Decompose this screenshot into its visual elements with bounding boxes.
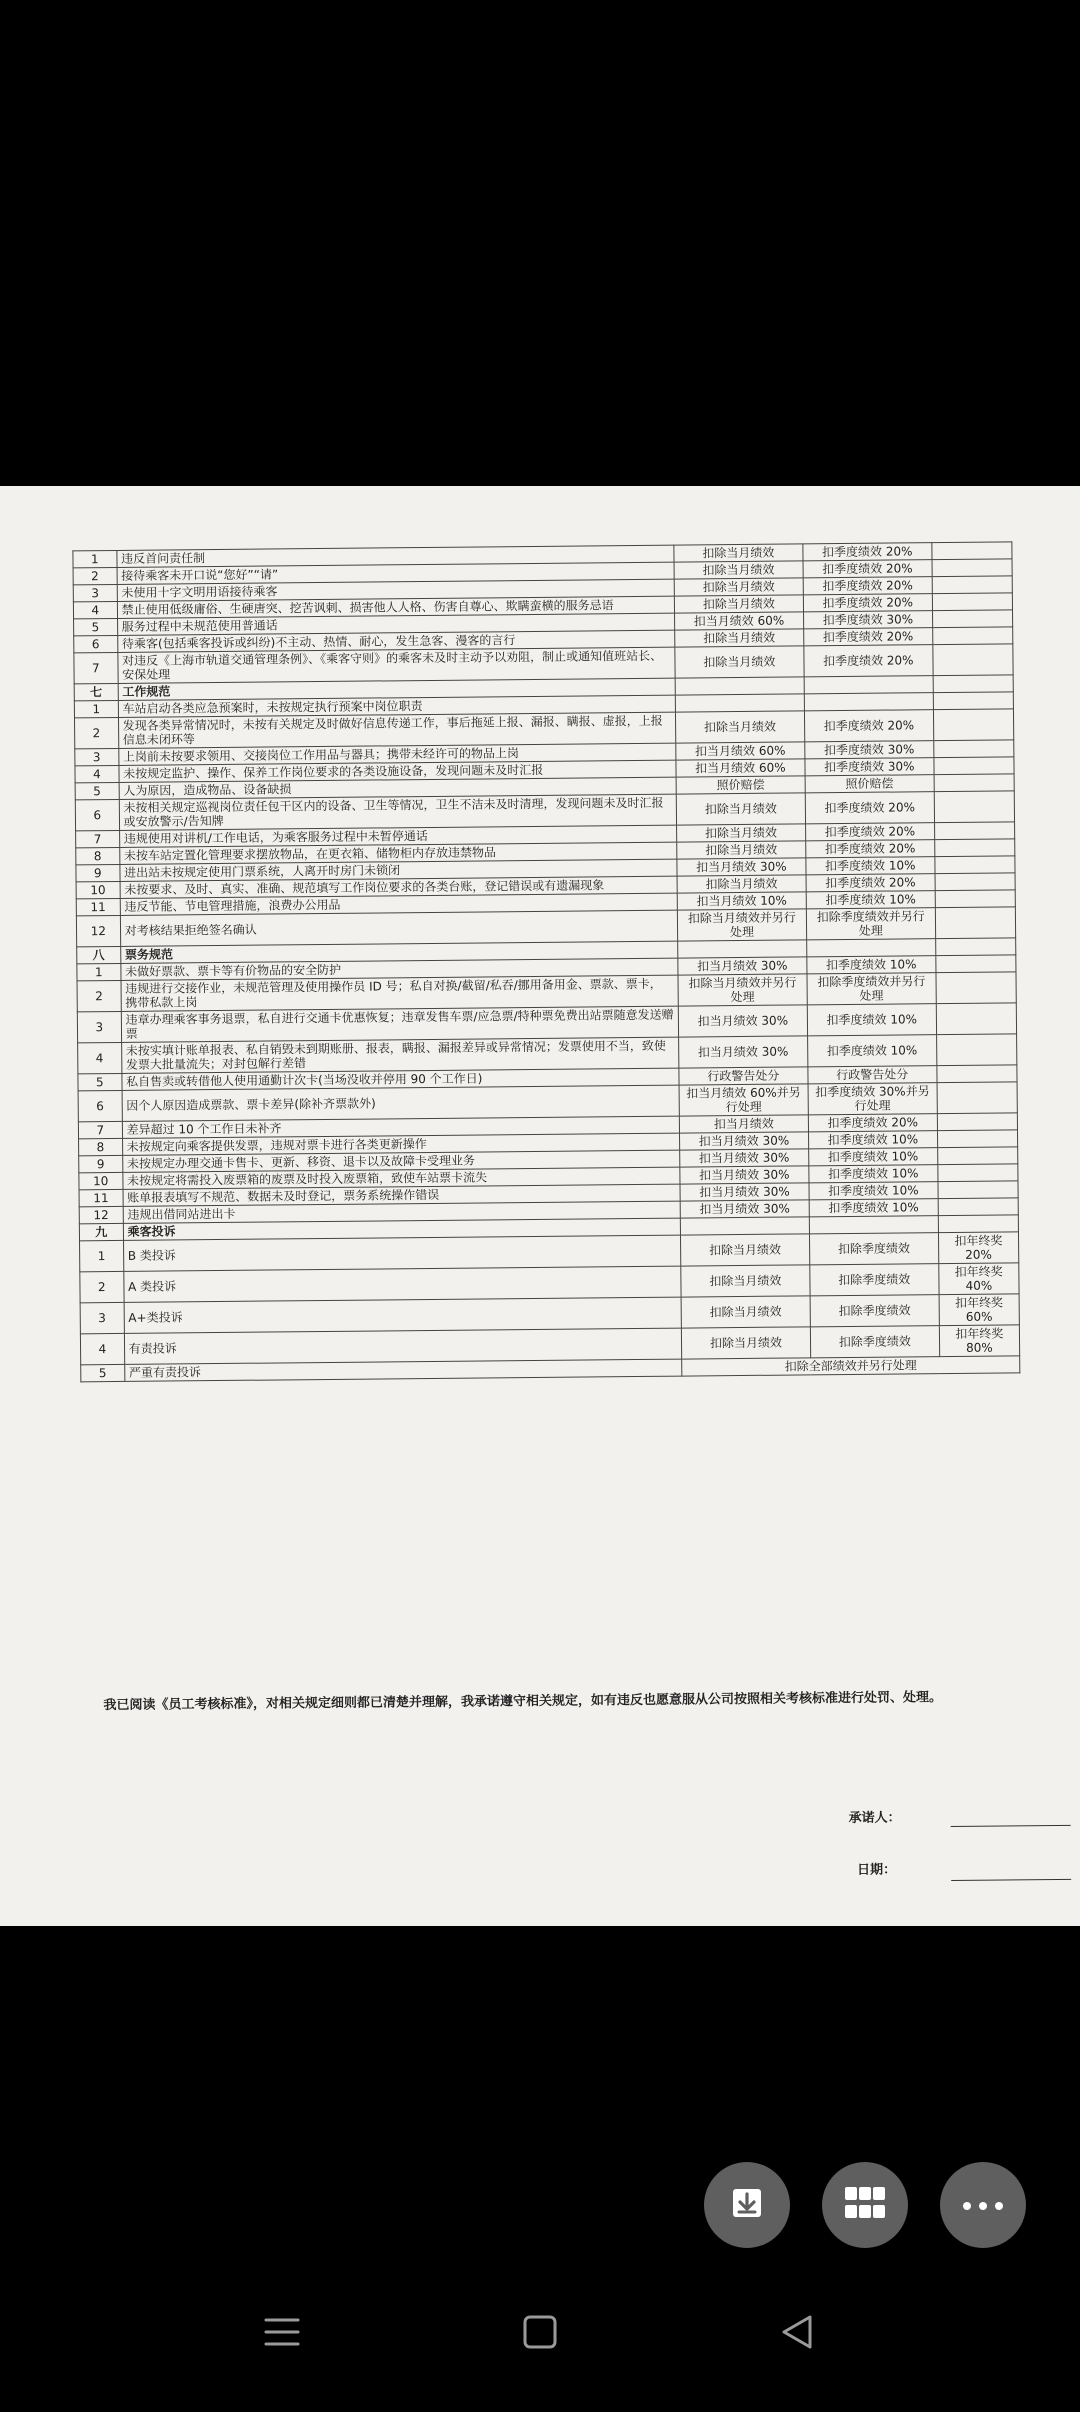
row-penalty-month: 扣当月绩效 10% bbox=[677, 892, 806, 910]
row-penalty-annual bbox=[937, 1065, 1017, 1083]
row-penalty-month: 扣除当月绩效 bbox=[676, 824, 805, 842]
row-description: 待乘客(包括乘客投诉或纠纷)不主动、热情、耐心，发生急客、漫客的言行 bbox=[117, 630, 674, 652]
row-description: 乘客投诉 bbox=[123, 1218, 680, 1240]
row-penalty-month: 扣当月绩效 30% bbox=[678, 1005, 807, 1037]
row-penalty-quarter: 扣季度绩效 20% bbox=[805, 792, 934, 824]
row-penalty-annual: 扣年终奖 60% bbox=[939, 1294, 1020, 1326]
download-button[interactable] bbox=[704, 2162, 790, 2248]
row-penalty-annual bbox=[932, 593, 1012, 611]
row-description: 未按相关规定巡视岗位责任包干区内的设备、卫生等情况，卫生不洁未及时清理，发现问题未及时汇报或安放警示/告知牌 bbox=[119, 794, 677, 830]
row-description: 有责投诉 bbox=[124, 1328, 682, 1364]
row-penalty-quarter: 扣季度绩效 10% bbox=[806, 857, 935, 875]
row-penalty-annual bbox=[932, 542, 1012, 560]
row-description: 因个人原因造成票款、票卡差异(除补齐票款外) bbox=[122, 1085, 680, 1121]
row-penalty-month bbox=[678, 940, 807, 958]
row-number: 12 bbox=[76, 915, 120, 946]
row-penalty-annual bbox=[938, 1181, 1018, 1199]
row-number: 5 bbox=[78, 1073, 122, 1090]
row-penalty-annual bbox=[936, 972, 1017, 1004]
more-button[interactable] bbox=[940, 2162, 1026, 2248]
row-penalty-quarter bbox=[809, 1216, 938, 1234]
row-penalty-annual bbox=[936, 955, 1016, 973]
row-description: 违章办理乘客事务退票，私自进行交通卡优惠恢复；违章发售车票/应急票/特种票免费出站票随意发送赠票 bbox=[121, 1006, 679, 1042]
row-penalty-quarter: 扣季度绩效 20% bbox=[803, 577, 932, 595]
row-description: 违规进行交接作业，未规范管理及使用操作员 ID 号；私自对换/截留/私吞/挪用备用金、票款、票卡，携带私款上岗 bbox=[121, 975, 679, 1011]
row-penalty-quarter: 扣季度绩效 30% bbox=[803, 611, 932, 629]
row-penalty-month: 扣当月绩效 bbox=[679, 1115, 808, 1133]
row-number: 七 bbox=[74, 683, 118, 700]
row-penalty-annual bbox=[933, 675, 1013, 693]
row-penalty-quarter: 扣季度绩效 10% bbox=[809, 1182, 938, 1200]
row-number: 6 bbox=[75, 799, 119, 830]
row-penalty-quarter: 扣季度绩效 30%并另行处理 bbox=[808, 1083, 937, 1115]
row-penalty-month: 扣当月绩效 30% bbox=[680, 1200, 809, 1218]
row-penalty-quarter: 扣季度绩效 10% bbox=[809, 1148, 938, 1166]
row-number: 7 bbox=[74, 652, 118, 683]
row-number: 4 bbox=[75, 765, 119, 782]
row-number: 8 bbox=[79, 1138, 123, 1155]
row-description: 未按实填计账单报表、私自销毁未到期账册、报表，瞒报、漏报差异或异常情况；发票使用不当，致使发票大批量流失；对封包解行差错 bbox=[121, 1037, 679, 1073]
row-penalty-quarter: 扣季度绩效 20% bbox=[803, 594, 932, 612]
row-penalty-quarter: 扣季度绩效 10% bbox=[807, 1004, 936, 1036]
row-description: 违反节能、节电管理措施，浪费办公用品 bbox=[120, 893, 677, 915]
row-penalty-month: 扣当月绩效 30% bbox=[680, 1183, 809, 1201]
row-penalty-quarter: 扣除季度绩效 bbox=[810, 1264, 939, 1296]
row-penalty-quarter: 扣季度绩效 10% bbox=[809, 1199, 938, 1217]
row-penalty-month bbox=[675, 694, 804, 712]
row-number: 八 bbox=[77, 946, 121, 963]
row-number: 10 bbox=[79, 1172, 123, 1189]
row-number: 6 bbox=[78, 1090, 122, 1121]
row-penalty-annual bbox=[938, 1164, 1018, 1182]
row-penalty-quarter: 扣季度绩效 20% bbox=[803, 543, 932, 561]
row-penalty-quarter: 扣除季度绩效并另行处理 bbox=[806, 908, 935, 940]
row-description: A 类投诉 bbox=[123, 1266, 681, 1302]
row-number: 5 bbox=[81, 1364, 125, 1381]
row-penalty-quarter: 扣季度绩效 20% bbox=[806, 874, 935, 892]
row-description: 人为原因，造成物品、设备缺损 bbox=[119, 777, 676, 799]
row-penalty-quarter: 扣除季度绩效 bbox=[810, 1295, 939, 1327]
row-description: B 类投诉 bbox=[123, 1235, 681, 1271]
row-number: 11 bbox=[76, 898, 120, 915]
row-description: 上岗前未按要求领用、交接岗位工作用品与器具；携带未经许可的物品上岗 bbox=[118, 743, 675, 765]
row-penalty-merged: 扣除全部绩效并另行处理 bbox=[682, 1356, 1020, 1376]
row-description: 车站启动各类应急预案时，未按规定执行预案中岗位职责 bbox=[118, 695, 675, 717]
row-description: 违规出借同站进出卡 bbox=[123, 1201, 680, 1223]
row-penalty-month: 扣除当月绩效并另行处理 bbox=[678, 974, 807, 1006]
row-penalty-quarter: 扣季度绩效 20% bbox=[804, 645, 933, 677]
row-penalty-annual bbox=[934, 740, 1014, 758]
row-penalty-quarter: 行政警告处分 bbox=[808, 1066, 937, 1084]
row-penalty-annual bbox=[934, 822, 1014, 840]
row-number: 1 bbox=[77, 963, 121, 980]
row-penalty-month: 扣当月绩效 30% bbox=[678, 957, 807, 975]
row-penalty-quarter bbox=[804, 693, 933, 711]
row-penalty-annual: 扣年终奖 40% bbox=[939, 1263, 1020, 1295]
row-penalty-quarter: 扣季度绩效 20% bbox=[806, 840, 935, 858]
download-icon bbox=[727, 2183, 767, 2227]
row-penalty-annual bbox=[934, 791, 1015, 823]
row-penalty-annual bbox=[937, 1147, 1017, 1165]
row-penalty-month: 扣除当月绩效 bbox=[675, 646, 804, 678]
row-description: 禁止使用低级庸俗、生硬唐突、挖苦讽刺、损害他人人格、伤害自尊心、欺瞒蛮横的服务忌语 bbox=[117, 596, 674, 618]
row-number: 5 bbox=[75, 782, 119, 799]
row-description: 未按规定办理交通卡售卡、更新、移资、退卡以及故障卡受理业务 bbox=[122, 1150, 679, 1172]
assessment-table bbox=[72, 541, 1020, 1382]
promiser-label: 承诺人： bbox=[848, 1810, 901, 1827]
date-label: 日期： bbox=[857, 1862, 897, 1878]
row-penalty-quarter: 扣季度绩效 20% bbox=[808, 1114, 937, 1132]
row-number: 7 bbox=[78, 1121, 122, 1138]
row-penalty-annual bbox=[936, 1034, 1017, 1066]
document-page bbox=[18, 503, 1055, 1917]
row-penalty-month: 扣除当月绩效 bbox=[681, 1296, 810, 1328]
row-number: 4 bbox=[73, 601, 117, 618]
row-description: 接待乘客未开口说“您好”“请” bbox=[117, 562, 674, 584]
row-penalty-annual bbox=[938, 1215, 1018, 1233]
row-penalty-month: 扣除当月绩效 bbox=[674, 561, 803, 579]
row-penalty-annual bbox=[932, 610, 1012, 628]
row-penalty-annual bbox=[935, 907, 1016, 939]
row-description: 未按要求、及时、真实、准确、规范填写工作岗位要求的各类台账，登记错误或有遗漏现象 bbox=[120, 876, 677, 898]
row-number: 10 bbox=[76, 881, 120, 898]
row-penalty-month: 扣除当月绩效 bbox=[674, 595, 803, 613]
row-penalty-month: 扣当月绩效 60% bbox=[674, 612, 803, 630]
row-penalty-month: 照价赔偿 bbox=[676, 776, 805, 794]
row-penalty-quarter: 扣季度绩效 30% bbox=[805, 741, 934, 759]
row-description: A+类投诉 bbox=[124, 1297, 682, 1333]
row-description: 对考核结果拒绝签名确认 bbox=[120, 910, 678, 946]
date-signature-line bbox=[951, 1879, 1071, 1881]
row-number: 5 bbox=[74, 618, 118, 635]
row-penalty-month: 行政警告处分 bbox=[679, 1067, 808, 1085]
row-penalty-annual bbox=[937, 1082, 1018, 1114]
row-description: 私自售卖或转借他人使用通勤计次卡(当场没收并停用 90 个工作日) bbox=[122, 1068, 679, 1090]
row-number: 3 bbox=[77, 1011, 121, 1042]
row-penalty-month: 扣当月绩效 30% bbox=[677, 858, 806, 876]
row-penalty-month: 扣除当月绩效 bbox=[677, 875, 806, 893]
row-number: 4 bbox=[78, 1042, 122, 1073]
row-penalty-annual bbox=[932, 627, 1012, 645]
row-penalty-month: 扣除当月绩效 bbox=[674, 544, 803, 562]
row-penalty-quarter bbox=[807, 939, 936, 957]
home-icon[interactable] bbox=[520, 2312, 560, 2356]
row-penalty-month bbox=[680, 1217, 809, 1235]
row-penalty-quarter: 扣季度绩效 20% bbox=[803, 560, 932, 578]
row-penalty-annual bbox=[937, 1113, 1017, 1131]
row-number: 4 bbox=[80, 1333, 124, 1364]
row-penalty-quarter: 扣除季度绩效 bbox=[809, 1233, 938, 1265]
row-description: 未做好票款、票卡等有价物品的安全防护 bbox=[120, 958, 677, 980]
row-penalty-annual bbox=[932, 559, 1012, 577]
row-number: 12 bbox=[79, 1206, 123, 1223]
row-description: 违规使用对讲机/工作电话，为乘客服务过程中未暂停通话 bbox=[119, 825, 676, 847]
row-number: 2 bbox=[74, 717, 118, 748]
row-penalty-month: 扣当月绩效 60% bbox=[676, 742, 805, 760]
back-icon[interactable] bbox=[778, 2312, 818, 2356]
row-penalty-month: 扣除当月绩效 bbox=[675, 711, 804, 743]
row-description: 票务规范 bbox=[120, 941, 677, 963]
document-photo bbox=[0, 486, 1080, 1926]
row-number: 6 bbox=[74, 635, 118, 652]
row-description: 工作规范 bbox=[118, 678, 675, 700]
row-number: 3 bbox=[80, 1302, 124, 1333]
row-penalty-annual: 扣年终奖 20% bbox=[938, 1232, 1019, 1264]
row-penalty-month: 扣除当月绩效 bbox=[675, 629, 804, 647]
row-penalty-month: 扣除当月绩效 bbox=[680, 1234, 809, 1266]
row-penalty-month: 扣当月绩效 30% bbox=[679, 1132, 808, 1150]
row-penalty-annual bbox=[934, 774, 1014, 792]
row-penalty-quarter: 照价赔偿 bbox=[805, 775, 934, 793]
row-penalty-annual bbox=[936, 1003, 1017, 1035]
row-penalty-quarter: 扣季度绩效 20% bbox=[804, 710, 933, 742]
row-penalty-annual bbox=[935, 938, 1015, 956]
row-penalty-quarter: 扣除季度绩效 bbox=[810, 1326, 939, 1358]
row-number: 3 bbox=[75, 748, 119, 765]
row-description: 未按规定监护、操作、保养工作岗位要求的各类设施设备，发现问题未及时汇报 bbox=[119, 760, 676, 782]
row-number: 11 bbox=[79, 1189, 123, 1206]
row-penalty-quarter: 扣除季度绩效并另行处理 bbox=[807, 973, 936, 1005]
row-penalty-quarter: 扣季度绩效 20% bbox=[804, 628, 933, 646]
row-number: 7 bbox=[76, 830, 120, 847]
row-number: 1 bbox=[73, 550, 117, 567]
row-penalty-month bbox=[675, 677, 804, 695]
row-description: 账单报表填写不规范、数据未及时登记，票务系统操作错误 bbox=[123, 1184, 680, 1206]
row-number: 8 bbox=[76, 847, 120, 864]
row-description: 未按规定将需投入废票箱的废票及时投入废票箱，致使车站票卡流失 bbox=[122, 1167, 679, 1189]
row-penalty-annual: 扣年终奖 80% bbox=[939, 1325, 1020, 1357]
row-penalty-month: 扣除当月绩效 bbox=[681, 1265, 810, 1297]
row-penalty-quarter: 扣季度绩效 30% bbox=[805, 758, 934, 776]
row-penalty-quarter bbox=[804, 676, 933, 694]
row-description: 未按车站定置化管理要求摆放物品，在更衣箱、储物柜内存放违禁物品 bbox=[119, 842, 676, 864]
row-number: 2 bbox=[80, 1271, 124, 1302]
row-penalty-annual bbox=[935, 873, 1015, 891]
row-description: 严重有责投诉 bbox=[124, 1359, 681, 1381]
row-penalty-month: 扣除当月绩效 bbox=[681, 1327, 810, 1359]
row-penalty-month: 扣除当月绩效 bbox=[676, 793, 805, 825]
row-description: 未按规定向乘客提供发票，违规对票卡进行各类更新操作 bbox=[122, 1133, 679, 1155]
row-number: 2 bbox=[73, 567, 117, 584]
row-number: 3 bbox=[73, 584, 117, 601]
row-penalty-annual bbox=[935, 856, 1015, 874]
row-number: 9 bbox=[79, 1155, 123, 1172]
row-description: 服务过程中未规范使用普通话 bbox=[117, 613, 674, 635]
pledge-text: 我已阅读《员工考核标准》，对相关规定细则都已清楚并理解，我承诺遵守相关规定，如有违反也愿意服从公司按照相关考核标准进行处罚、处理。 bbox=[103, 1690, 943, 1714]
row-penalty-month: 扣除当月绩效 bbox=[677, 841, 806, 859]
row-penalty-month: 扣除当月绩效 bbox=[674, 578, 803, 596]
row-number: 1 bbox=[80, 1240, 124, 1271]
row-description: 发现各类异常情况时，未按有关规定及时做好信息传递工作，事后拖延上报、漏报、瞒报、虚报，上报信息未闭环等 bbox=[118, 712, 676, 748]
row-penalty-quarter: 扣季度绩效 20% bbox=[805, 823, 934, 841]
row-number: 9 bbox=[76, 864, 120, 881]
row-penalty-quarter: 扣季度绩效 10% bbox=[807, 956, 936, 974]
promiser-signature-line bbox=[951, 1825, 1071, 1827]
grid-button[interactable] bbox=[822, 2162, 908, 2248]
row-penalty-annual bbox=[933, 692, 1013, 710]
row-penalty-annual bbox=[934, 757, 1014, 775]
row-penalty-annual bbox=[935, 890, 1015, 908]
row-description: 差异超过 10 个工作日未补齐 bbox=[122, 1116, 679, 1138]
row-penalty-annual bbox=[934, 839, 1014, 857]
row-penalty-month: 扣当月绩效 30% bbox=[680, 1149, 809, 1167]
row-penalty-month: 扣当月绩效 30% bbox=[679, 1036, 808, 1068]
row-description: 对违反《上海市轨道交通管理条例》、《乘客守则》的乘客未及时主动予以劝阻，制止或通知值班站长、安保处理 bbox=[118, 647, 676, 683]
row-description: 违反首问责任制 bbox=[117, 545, 674, 567]
row-penalty-month: 扣当月绩效 60%并另行处理 bbox=[679, 1084, 808, 1116]
row-penalty-month: 扣当月绩效 60% bbox=[676, 759, 805, 777]
row-penalty-annual bbox=[933, 709, 1014, 741]
row-penalty-month: 扣除当月绩效并另行处理 bbox=[677, 909, 806, 941]
more-icon bbox=[961, 2196, 1005, 2215]
grid-icon bbox=[843, 2185, 887, 2225]
row-number: 九 bbox=[79, 1223, 123, 1240]
row-penalty-annual bbox=[938, 1198, 1018, 1216]
row-penalty-quarter: 扣季度绩效 10% bbox=[809, 1165, 938, 1183]
row-description: 进出站未按规定使用门票系统，人离开时房门未锁闭 bbox=[120, 859, 677, 881]
row-penalty-quarter: 扣季度绩效 10% bbox=[808, 1131, 937, 1149]
row-number: 2 bbox=[77, 980, 121, 1011]
row-penalty-annual bbox=[937, 1130, 1017, 1148]
row-penalty-quarter: 扣季度绩效 10% bbox=[806, 891, 935, 909]
row-penalty-quarter: 扣季度绩效 10% bbox=[807, 1035, 936, 1067]
row-penalty-month: 扣当月绩效 30% bbox=[680, 1166, 809, 1184]
row-number: 1 bbox=[74, 700, 118, 717]
menu-icon[interactable] bbox=[262, 2312, 302, 2356]
row-penalty-annual bbox=[933, 644, 1014, 676]
row-description: 未使用十字文明用语接待乘客 bbox=[117, 579, 674, 601]
row-penalty-annual bbox=[932, 576, 1012, 594]
